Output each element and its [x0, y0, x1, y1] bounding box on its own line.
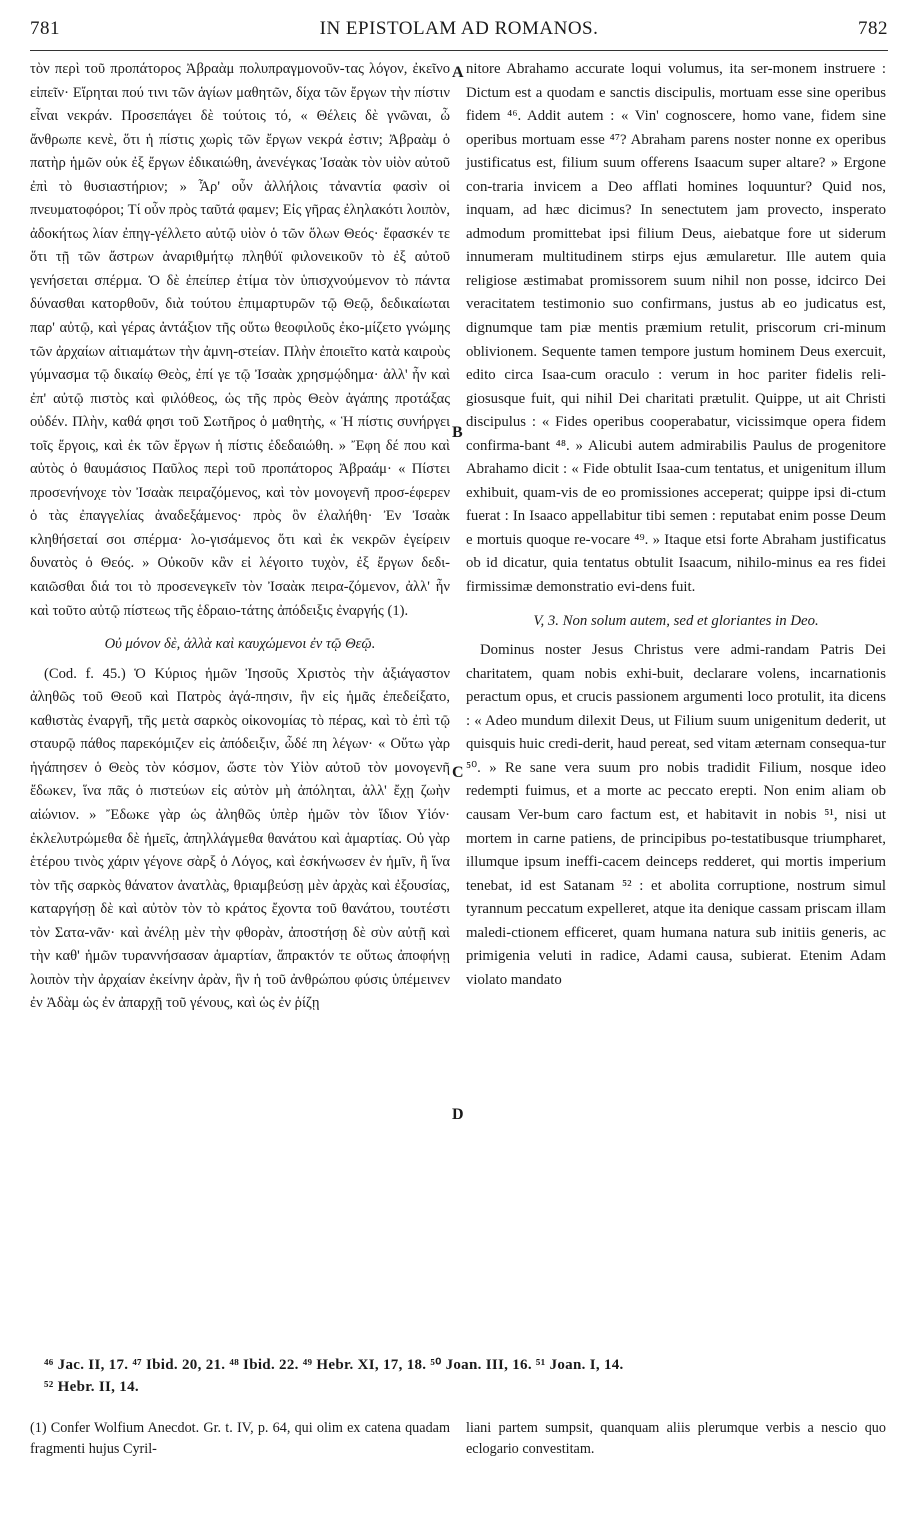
- margin-letter-c: C: [452, 764, 464, 781]
- bottom-note-left-text: (1) Confer Wolfium Anecdot. Gr. t. IV, p. 64, qui olim ex catena quadam fragmenti hujus Cyril-: [30, 1420, 450, 1457]
- bottom-note-right-text: liani partem sumpsit, quanquam aliis plerumque verbis a nescio quo eclogario convestitam.: [466, 1420, 886, 1457]
- bottom-note-right: [466, 1418, 886, 1460]
- header-rule: [30, 50, 888, 51]
- margin-letter-a: A: [452, 64, 464, 81]
- page-number-left: 781: [30, 18, 60, 39]
- latin-verse-heading: V, 3. Non solum autem, sed et gloriantes in Deo.: [533, 612, 819, 629]
- greek-column: [30, 58, 450, 1016]
- margin-letter-b: B: [452, 424, 463, 441]
- latin-paragraph-2: Dominus noster Jesus Christus vere admi-randam Patris Dei charitatem, quam nobis exhi-buit, declarare volens, incarnationis peractum opus, et crucis passionem argumenti loco protulit, ita dicens : « Adeo mundum dilexit Deus, ut Filium suum unigenitum dederit, ut quisquis huic credi-derit, haud pereat, sed vitam æternam consequa-tur ⁵⁰. » Re sane vera suum pro nobis tradidit Filium, nosque ideo redempti fuimus, et a morte ac peccato erepti. Non enim aliam ob causam Ver-bum caro factum est, et habitavit in nobis ⁵¹, nisi ut mortem in carne patiens, de principibus po-testatibusque triumpharet, illumque ipsum ineffi-cacem deinceps redderet, qui mortis imperium tenebat, id est Satanam ⁵² : et abolita corruptione, nostrum simul tyrannum peccatum expelleret, atque ita denique cassam priscam illam maledi-ctionem efficeret, quam humana natura sub initiis generis, ac primigenia veluti in radice, Adami causa, subierat. Etenim Adam violato mandato: [466, 642, 886, 988]
- margin-letter-d: D: [452, 1106, 464, 1123]
- running-title: IN EPISTOLAM AD ROMANOS.: [319, 18, 599, 39]
- greek-paragraph-2: (Cod. f. 45.) Ὁ Κύριος ἡμῶν Ἰησοῦς Χριστὸς τὴν ἀξιάγαστον ἀληθῶς τοῦ Θεοῦ καὶ Πατρὸς ἀγά-πησιν, ἣν εἰς ἡμᾶς ἐπεδείξατο, καθιστὰς ἐναργῆ, τῆς μετὰ σαρκὸς οἰκονομίας τὸ πέρας, καὶ τὸ ἐπὶ τῷ σταυρῷ πάθος παρεκόμιζεν εἰς ἀπόδειξιν, ὧδέ πη λέγων· « Οὕτω γὰρ ἠγάπησεν ὁ Θεὸς τὸν κόσμον, ὥστε τὸν Υἱὸν αὐτοῦ τὸν μονογενῆ ἔδωκεν, ἵνα πᾶς ὁ πιστεύων εἰς αὐτὸν μὴ ἀπόληται, ἀλλ' ἔχῃ ζωὴν αἰώνιον. » Ἔδωκε γὰρ ὡς ἀληθῶς ὑπὲρ ἡμῶν τὸν ἴδιον Υἱόν· ἐκλελυτρώμεθα δὲ ἡμεῖς, ἀπηλλάγμεθα θανάτου καὶ ἁμαρτίας. Οὐ γὰρ ἑτέρου τινὸς χάριν γέγονε σὰρξ ὁ Λόγος, καὶ ἐσκήνωσεν ἐν ἡμῖν, ἢ ἵνα τὸν τῆς σαρκὸς θάνατον ἀνατλὰς, θριαμβεύσῃ μὲν ἀρχὰς καὶ ἐξουσίας, καταργήσῃ δὲ καὶ αὐτὸν τὸν τὸ κράτος ἔχοντα τοῦ θανάτου, τουτέστι τὸν Σατα-νᾶν· καὶ ἀνέλῃ μὲν τὴν φθορὰν, ἀποστήσῃ δὲ σὺν αὐτῇ καὶ τὴν καθ' ἡμῶν τυραννήσασαν ἁμαρτίαν, ἄπρακτόν τε οὕτως ἀποφήνῃ λοιπὸν τὴν ἀρχαίαν ἐκείνην ἀρὰν, ἣν ἡ τοῦ ἀνθρώπου φύσις ὑπέμεινεν ἐν Ἀδὰμ ὡς ἐν ἀπαρχῇ τοῦ γένους, καὶ ὡς ἐν ῥίζῃ: [30, 665, 450, 1012]
- page-header: [30, 18, 888, 46]
- footnote-line-1: ⁴⁶ Jac. II, 17. ⁴⁷ Ibid. 20, 21. ⁴⁸ Ibid. 22. ⁴⁹ Hebr. XI, 17, 18. ⁵⁰ Joan. III, 16. ⁵¹ Joan. I, 14.: [44, 1357, 624, 1373]
- latin-paragraph-1: nitore Abrahamo accurate loqui volumus, ita ser-monem instruere : Dictum est a quodam e sanctis discipulis, mortuam esse sine operibus fidem ⁴⁶. Addit autem : « Vin' cognoscere, homo vane, fidem sine operibus mortuam esse ⁴⁷? Abraham parens noster nonne ex operibus justificatus est, filium suum offerens Isaacum super altare? » Ergone con-traria invicem a Deo afflati homines loquuntur? Quid nos, inquam, ad hæc dicimus? In senectutem jam provecto, insperato admodum promittebat ipsi filium Deus, aiebatque fore ut siderum innumeram multitudinem stirps ejus æmularetur. Ille autem quia religiose æstimabat promissorem suum nihil non posse, idcirco Dei veracitatem testimonio suo confirmans, justus ab eo judicatus est, dignumque tam piæ mentis præmium retulit, priscorum cri-minum oblivionem. Sequente tamen tempore justum hominem Deus exercuit, edito circa Isaa-cum oraculo : verum in hoc pariter fidelis reli-giosusque fuit, qui nihil Dei charitati prætulit. Quippe, ut ait Christi discipulus : « Fides operibus cooperabatur, vicissimque opera fidem confirma-bant ⁴⁸. » Alicubi autem admirabilis Paulus de progenitore Abrahamo dicit : « Fide obtulit Isaa-cum tentatus, et unigenitum illum exhibuit, quam-vis de eo promissiones acceperat; quippe ipsi di-ctum fuerat : In Isaaco appellabitur tibi semen : reputabat enim posse Deum e mortuis quoque re-vocare ⁴⁹. » Itaque etsi forte Abraham justificatus ob id dicatur, quia tentatus obtulit Isaacum, nihilo-minus ea res fidei firmissimæ demonstratio evi-dens fuit.: [466, 61, 886, 596]
- bottom-note-left: [30, 1418, 450, 1460]
- greek-verse-heading: Οὐ μόνον δὲ, ἀλλὰ καὶ καυχώμενοι ἐν τῷ Θεῷ.: [104, 636, 376, 653]
- footnotes: [44, 1354, 884, 1398]
- page-number-right: 782: [858, 18, 888, 39]
- greek-paragraph-1: τὸν περὶ τοῦ προπάτορος Ἀβραὰμ πολυπραγμονοῦν-τας λόγον, ἐκεῖνο εἰπεῖν· Εἴρηται πού τινι τῶν ἁγίων μαθητῶν, δίχα τῶν ἔργων τὴν πίστιν εἶναι νεκράν. Προσεπάγει δὲ τούτοις τό, « Θέλεις δὲ γνῶναι, ὦ ἄνθρωπε κενὲ, ὅτι ἡ πίστις χωρὶς τῶν ἔργων νεκρά ἐστιν; Ἀβραὰμ ὁ πατὴρ ἡμῶν οὐκ ἐξ ἔργων ἐδικαιώθη, ἀνενέγκας Ἰσαὰκ τὸν υἱὸν αὐτοῦ ἐπὶ τὸ θυσιαστήριον; » Ἆρ' οὖν ἀλλήλοις τἀναντία φασὶν οἱ πνευματοφόροι; Τί οὖν πρὸς ταῦτά φαμεν; Εἰς γῆρας ἐληλακότι λοιπὸν, ἀδοκήτως λίαν ἐπηγ-γέλλετο αὐτῷ υἱὸν ὁ τῶν ὅλων Θεός· ἔφασκέν τε ὅτι τῇ τῶν ἄστρων ἀναριθμήτῳ πληθύϊ φιλονεικοῦν τὸ ἐξ αὐτοῦ γενήσεται σπέρμα. Ὁ δὲ ἐπείπερ ἐτίμα τὸν ὑπισχνούμενον τὸ πάντα δύνασθαι κατορθοῦν, διὰ τούτου ἐπιμαρτυρῶν τῷ Θεῷ, δεδικαίωται παρ' αὐτῷ, καὶ γέρας ἀντάξιον τῆς οὕτω θεοφιλοῦς ἐκο-μίζετο γνώμης τῶν ἀρχαίων αἰτιαμάτων τὴν ἀμνη-στείαν. Πλὴν ἐποιεῖτο κατὰ καιροὺς γύμνασμα τῷ δικαίῳ Θεὸς, ἐπί γε τῷ Ἰσαὰκ χρησμῴδημα· ἀλλ' ἦν καὶ ἐπ' αὐτῷ πιστὸς καὶ φιλόθεος, ὡς τῆς πρὸς Θεὸν ἀγάπης προτάξας οὐδέν. Πλὴν, καθά φησι τοῦ Σωτῆρος ὁ μαθητὴς, « Ἡ πίστις συνήργει τοῖς ἔργοις, καὶ ἐκ τῶν ἔργων ἡ πίστις ἐδεδαιώθη. » Ἔφη δέ που καὶ αὐτὸς ὁ θαυμάσιος Παῦλος περὶ τοῦ προπάτορος Ἀβραάμ· « Πίστει προσενήνοχε τὸν Ἰσαὰκ πειραζόμενος, καὶ τὸν μονογενῆ προσ-έφερεν ὁ τὰς ἐπαγγελίας ἀναδεξάμενος· πρὸς ὃν ἐλαλήθη· Ἐν Ἰσαὰκ κληθήσεταί σοι σπέρμα· λο-γισάμενος ὅτι καὶ ἐκ νεκρῶν ἐγείρειν δυνατὸς ὁ Θεός. » Οὐκοῦν κἂν εἰ λέγοιτο τυχὸν, ἐξ ἔργων δεδι-καιῶσθαι διά τοι τὸ προσενεγκεῖν τὸν Ἰσαὰκ πειρα-ζόμενον, ἀλλ' ἦν καὶ τοῦτο αὐτῷ πίστεως τῆς ἑδραιο-τάτης ἀπόδειξις ἐναργής (1).: [30, 61, 450, 619]
- footnote-line-2: ⁵² Hebr. II, 14.: [44, 1379, 139, 1395]
- latin-column: [466, 58, 886, 992]
